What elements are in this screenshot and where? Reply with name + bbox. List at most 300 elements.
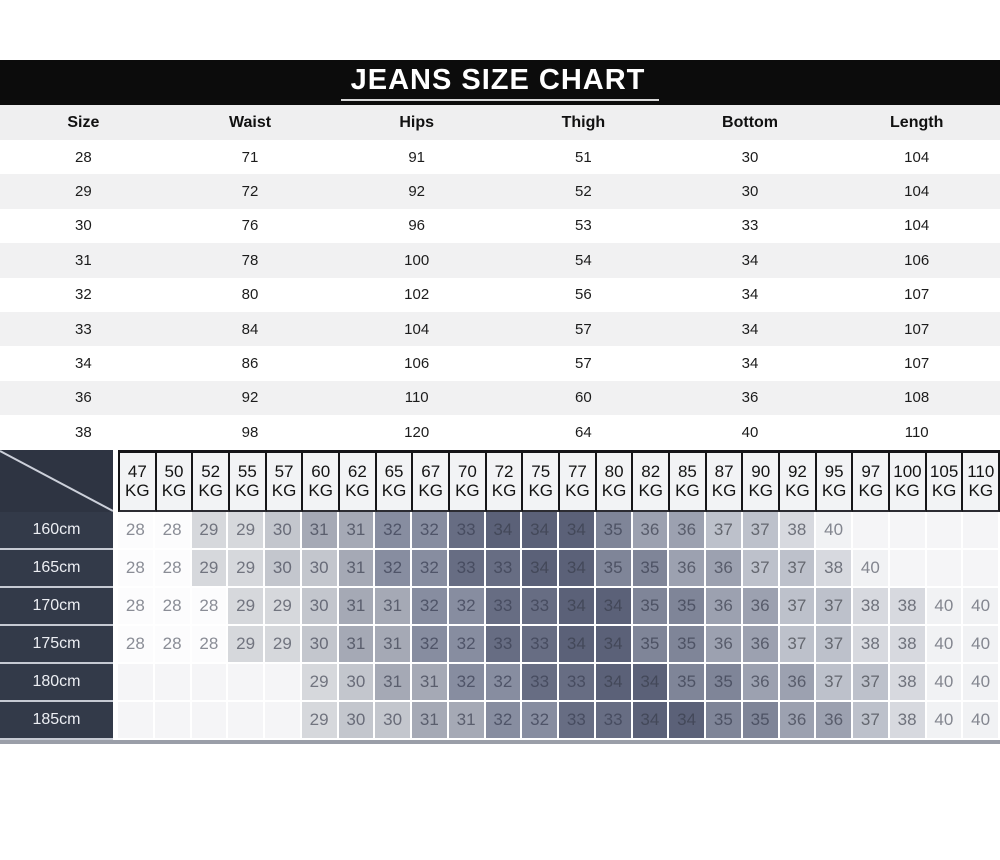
fit-size-cell: 32 xyxy=(375,512,412,550)
weight-unit: KG xyxy=(968,481,994,501)
weight-header-cell xyxy=(487,450,524,512)
weight-value: 47 xyxy=(127,461,147,481)
fit-size-cell: 36 xyxy=(780,664,817,702)
fit-size-cell: 33 xyxy=(522,664,559,702)
fit-size-cell: 40 xyxy=(963,626,1000,664)
fit-size-cell: 40 xyxy=(963,702,1000,740)
fit-size-cell: 29 xyxy=(302,664,339,702)
fit-size-cell: 28 xyxy=(118,550,155,588)
size-chart-row xyxy=(0,381,1000,415)
fit-size-cell: 31 xyxy=(375,588,412,626)
size-chart-cell: 110 xyxy=(404,389,429,407)
fit-size-cell: 34 xyxy=(559,550,596,588)
fit-size-cell: 28 xyxy=(155,626,192,664)
weight-header-cell xyxy=(523,450,560,512)
fit-size-cell xyxy=(118,664,155,702)
weight-value: 87 xyxy=(714,461,734,481)
fit-size-cell: 28 xyxy=(155,512,192,550)
fit-size-cell: 33 xyxy=(486,588,523,626)
matrix-row xyxy=(0,588,1000,626)
size-chart-cell: 106 xyxy=(904,251,930,269)
size-chart-cell: 31 xyxy=(74,251,92,269)
fit-size-cell xyxy=(155,702,192,740)
table-bottom-border xyxy=(0,740,1000,744)
fit-size-cell: 37 xyxy=(743,550,780,588)
fit-size-cell: 40 xyxy=(853,550,890,588)
size-chart-cell: 76 xyxy=(241,217,259,235)
weight-header-cell xyxy=(927,450,964,512)
weight-unit: KG xyxy=(308,481,333,501)
size-chart-cell: 53 xyxy=(575,217,592,235)
fit-size-cell: 29 xyxy=(192,550,229,588)
fit-size-cell: 35 xyxy=(706,702,743,740)
size-chart-row xyxy=(0,415,1000,449)
fit-size-cell: 35 xyxy=(669,626,706,664)
fit-size-cell: 35 xyxy=(633,550,670,588)
fit-size-cell: 28 xyxy=(155,588,192,626)
fit-size-cell: 38 xyxy=(890,588,927,626)
weight-value: 70 xyxy=(457,461,477,481)
height-label-cell: 180cm xyxy=(0,664,113,702)
weight-value: 60 xyxy=(311,461,331,481)
weight-header-cell xyxy=(670,450,707,512)
fit-size-cell: 35 xyxy=(633,588,670,626)
weight-value: 50 xyxy=(164,461,184,481)
fit-size-cell: 34 xyxy=(633,664,670,702)
fit-size-cell: 31 xyxy=(339,626,376,664)
size-chart-cell: 104 xyxy=(904,217,930,235)
fit-size-cell: 32 xyxy=(412,550,449,588)
size-chart-cell: 34 xyxy=(741,355,759,373)
size-chart-cell: 54 xyxy=(575,251,592,269)
size-chart-cell: 57 xyxy=(575,320,592,338)
fit-size-cell: 33 xyxy=(449,550,486,588)
weight-unit: KG xyxy=(931,481,957,501)
size-chart-header-cell: Bottom xyxy=(722,113,779,131)
weight-value: 80 xyxy=(604,461,624,481)
size-chart-cell: 51 xyxy=(575,148,592,166)
fit-size-cell xyxy=(155,664,192,702)
weight-unit: KG xyxy=(345,481,370,501)
size-chart-cell: 104 xyxy=(904,148,930,166)
size-chart-cell: 30 xyxy=(741,148,759,166)
size-chart-cell: 100 xyxy=(404,251,430,269)
fit-size-cell: 33 xyxy=(559,702,596,740)
weight-header-cell xyxy=(230,450,267,512)
size-chart-cell: 72 xyxy=(241,183,259,201)
weight-unit: KG xyxy=(381,481,407,501)
size-chart-header-cell: Waist xyxy=(228,113,272,131)
size-chart-cell: 64 xyxy=(575,423,592,441)
size-chart-row xyxy=(0,278,1000,312)
size-chart-cell: 71 xyxy=(241,148,259,166)
size-chart-header-row xyxy=(0,105,1000,140)
fit-size-cell: 29 xyxy=(228,588,265,626)
fit-size-cell: 37 xyxy=(816,588,853,626)
fit-size-cell: 32 xyxy=(412,626,449,664)
page-title: JEANS SIZE CHART xyxy=(341,64,660,101)
matrix-row xyxy=(0,626,1000,664)
fit-size-cell: 37 xyxy=(780,588,817,626)
weight-value: 100 xyxy=(893,461,922,481)
fit-size-cell: 34 xyxy=(669,702,706,740)
weight-unit: KG xyxy=(675,481,700,501)
weight-value: 85 xyxy=(677,461,697,481)
fit-size-cell: 33 xyxy=(449,512,486,550)
fit-size-cell: 30 xyxy=(265,550,302,588)
weight-value: 92 xyxy=(787,461,807,481)
fit-size-cell xyxy=(118,702,155,740)
weight-unit: KG xyxy=(565,481,590,501)
size-chart-cell: 29 xyxy=(74,183,92,201)
weight-value: 90 xyxy=(751,461,771,481)
title-banner xyxy=(0,60,1000,105)
fit-size-cell: 33 xyxy=(522,626,559,664)
fit-size-cell: 35 xyxy=(743,702,780,740)
size-chart-row xyxy=(0,346,1000,380)
fit-size-cell: 31 xyxy=(412,664,449,702)
size-chart-cell: 60 xyxy=(575,389,592,407)
weight-unit: KG xyxy=(821,481,847,501)
size-chart-cell: 36 xyxy=(74,389,92,407)
size-chart-header-cell: Thigh xyxy=(561,113,606,131)
matrix-row xyxy=(0,512,1000,550)
weight-header-cell xyxy=(560,450,597,512)
fit-size-cell: 36 xyxy=(743,664,780,702)
size-chart-cell: 52 xyxy=(575,183,592,201)
fit-size-cell: 34 xyxy=(559,588,596,626)
fit-size-cell: 40 xyxy=(927,588,964,626)
matrix-body xyxy=(0,512,1000,740)
fit-size-cell: 40 xyxy=(927,664,964,702)
fit-size-cell: 38 xyxy=(890,626,927,664)
fit-size-cell: 34 xyxy=(559,626,596,664)
size-chart-cell: 28 xyxy=(74,148,92,166)
weight-value: 97 xyxy=(861,461,881,481)
fit-size-cell: 29 xyxy=(265,588,302,626)
fit-size-cell: 32 xyxy=(375,550,412,588)
fit-size-cell: 31 xyxy=(339,588,376,626)
weight-unit: KG xyxy=(198,481,223,501)
size-chart-row xyxy=(0,243,1000,277)
size-chart-cell: 120 xyxy=(404,423,430,441)
weight-header-cell xyxy=(817,450,854,512)
weight-unit: KG xyxy=(748,481,774,501)
fit-size-cell: 36 xyxy=(743,626,780,664)
corner-diagonal-line-icon xyxy=(0,450,113,512)
weight-header-cell xyxy=(413,450,450,512)
fit-size-cell: 33 xyxy=(559,664,596,702)
size-chart-cell: 30 xyxy=(741,183,759,201)
fit-size-cell: 36 xyxy=(743,588,780,626)
fit-size-cell: 30 xyxy=(339,664,376,702)
size-chart-cell: 107 xyxy=(904,286,930,304)
weight-value: 95 xyxy=(824,461,844,481)
fit-size-cell xyxy=(853,512,890,550)
size-chart-cell: 38 xyxy=(74,423,92,441)
fit-size-cell: 32 xyxy=(412,512,449,550)
size-chart-cell: 86 xyxy=(241,355,259,373)
size-chart-row xyxy=(0,140,1000,174)
fit-size-cell xyxy=(963,550,1000,588)
size-chart-cell: 96 xyxy=(408,217,426,235)
fit-size-cell: 32 xyxy=(486,664,523,702)
fit-size-cell: 37 xyxy=(743,512,780,550)
corner-cell xyxy=(0,450,113,512)
size-chart-cell: 33 xyxy=(74,320,92,338)
size-chart-cell: 34 xyxy=(741,286,759,304)
weight-value: 62 xyxy=(347,461,367,481)
size-chart-cell: 32 xyxy=(74,286,92,304)
fit-size-cell: 34 xyxy=(522,550,559,588)
size-chart-cell: 34 xyxy=(74,355,92,373)
size-chart-cell: 92 xyxy=(408,183,426,201)
size-chart-row xyxy=(0,209,1000,243)
fit-size-cell: 36 xyxy=(669,550,706,588)
size-chart-cell: 30 xyxy=(74,217,92,235)
fit-size-cell: 36 xyxy=(669,512,706,550)
fit-size-cell: 38 xyxy=(853,626,890,664)
fit-size-cell: 29 xyxy=(302,702,339,740)
size-chart-header-cell: Length xyxy=(890,113,944,131)
fit-size-cell: 38 xyxy=(890,664,927,702)
size-chart-cell: 57 xyxy=(575,355,592,373)
size-chart-cell: 34 xyxy=(741,320,759,338)
fit-size-cell: 38 xyxy=(853,588,890,626)
fit-size-cell xyxy=(927,550,964,588)
weight-value: 67 xyxy=(421,461,441,481)
fit-size-cell: 34 xyxy=(633,702,670,740)
size-chart-cell: 33 xyxy=(741,217,759,235)
size-chart-cell: 104 xyxy=(904,183,930,201)
size-chart-cell: 107 xyxy=(904,320,930,338)
weight-unit: KG xyxy=(161,481,187,501)
fit-size-cell: 37 xyxy=(816,664,853,702)
weight-unit: KG xyxy=(235,481,260,501)
weight-value: 82 xyxy=(641,461,661,481)
weight-header-cell xyxy=(303,450,340,512)
size-chart-cell: 34 xyxy=(741,251,759,269)
fit-size-cell: 36 xyxy=(706,550,743,588)
size-chart-header-cell: Size xyxy=(67,113,100,131)
weight-header-cell xyxy=(633,450,670,512)
fit-size-cell: 29 xyxy=(228,550,265,588)
fit-size-cell: 36 xyxy=(706,588,743,626)
fit-size-cell xyxy=(890,512,927,550)
fit-size-cell xyxy=(265,702,302,740)
fit-size-cell: 36 xyxy=(780,702,817,740)
fit-size-cell: 37 xyxy=(853,664,890,702)
matrix-row xyxy=(0,702,1000,740)
fit-size-cell: 35 xyxy=(706,664,743,702)
fit-size-cell: 34 xyxy=(596,588,633,626)
fit-size-cell: 37 xyxy=(816,626,853,664)
fit-size-cell: 33 xyxy=(596,702,633,740)
weight-header-cell xyxy=(707,450,744,512)
fit-size-cell: 28 xyxy=(118,512,155,550)
fit-size-cell: 28 xyxy=(192,626,229,664)
size-chart-cell: 108 xyxy=(904,389,930,407)
size-chart-cell: 78 xyxy=(241,251,259,269)
fit-size-cell: 31 xyxy=(339,512,376,550)
fit-size-cell: 36 xyxy=(633,512,670,550)
fit-size-cell xyxy=(265,664,302,702)
height-label-cell: 175cm xyxy=(0,626,113,664)
weight-unit: KG xyxy=(638,481,664,501)
weight-unit: KG xyxy=(528,481,553,501)
size-chart-cell: 104 xyxy=(404,320,430,338)
fit-size-cell: 28 xyxy=(118,588,155,626)
fit-size-cell xyxy=(890,550,927,588)
matrix-row xyxy=(0,664,1000,702)
fit-size-cell: 37 xyxy=(780,550,817,588)
weight-unit: KG xyxy=(895,481,920,501)
fit-size-cell: 29 xyxy=(228,512,265,550)
fit-size-cell: 30 xyxy=(302,626,339,664)
weight-value: 55 xyxy=(237,461,257,481)
weight-header-cell xyxy=(963,450,1000,512)
matrix-row xyxy=(0,550,1000,588)
fit-size-cell: 32 xyxy=(412,588,449,626)
fit-size-cell: 40 xyxy=(927,702,964,740)
fit-size-cell xyxy=(192,702,229,740)
fit-size-cell: 38 xyxy=(890,702,927,740)
weight-header-cell xyxy=(743,450,780,512)
fit-size-cell: 28 xyxy=(192,588,229,626)
weight-header-cell xyxy=(267,450,304,512)
size-chart-row xyxy=(0,312,1000,346)
height-weight-matrix xyxy=(0,450,1000,744)
height-label-cell: 160cm xyxy=(0,512,113,550)
weight-header-cell xyxy=(193,450,230,512)
fit-size-cell: 34 xyxy=(522,512,559,550)
weight-header-cell xyxy=(853,450,890,512)
weight-value: 65 xyxy=(384,461,404,481)
fit-size-cell: 35 xyxy=(669,664,706,702)
fit-size-cell: 40 xyxy=(816,512,853,550)
size-chart-cell: 98 xyxy=(241,423,259,441)
size-chart-cell: 36 xyxy=(741,389,759,407)
fit-size-cell: 30 xyxy=(375,702,412,740)
weight-value: 52 xyxy=(201,461,221,481)
fit-size-cell: 31 xyxy=(412,702,449,740)
weight-header-cell xyxy=(780,450,817,512)
fit-size-cell: 35 xyxy=(596,512,633,550)
fit-size-cell: 31 xyxy=(449,702,486,740)
size-chart-row xyxy=(0,174,1000,208)
fit-size-cell: 30 xyxy=(339,702,376,740)
weight-value: 57 xyxy=(274,461,294,481)
fit-size-cell: 31 xyxy=(375,664,412,702)
fit-size-cell: 34 xyxy=(486,512,523,550)
weight-unit: KG xyxy=(125,481,150,501)
fit-size-cell: 28 xyxy=(118,626,155,664)
weight-unit: KG xyxy=(418,481,443,501)
fit-size-cell: 31 xyxy=(302,512,339,550)
size-chart-cell: 91 xyxy=(408,148,426,166)
fit-size-cell: 35 xyxy=(596,550,633,588)
weight-unit: KG xyxy=(711,481,737,501)
weight-unit: KG xyxy=(491,481,517,501)
fit-size-cell: 40 xyxy=(963,588,1000,626)
size-chart-cell: 84 xyxy=(241,320,259,338)
size-chart-body xyxy=(0,140,1000,450)
fit-size-cell: 29 xyxy=(192,512,229,550)
size-chart-cell: 102 xyxy=(404,286,430,304)
fit-size-cell: 31 xyxy=(339,550,376,588)
fit-size-cell: 32 xyxy=(486,702,523,740)
fit-size-cell: 37 xyxy=(706,512,743,550)
fit-size-cell: 36 xyxy=(706,626,743,664)
height-label-cell: 165cm xyxy=(0,550,113,588)
fit-size-cell: 38 xyxy=(816,550,853,588)
size-chart-cell: 56 xyxy=(575,286,592,304)
fit-size-cell: 30 xyxy=(265,512,302,550)
size-chart-cell: 40 xyxy=(741,423,759,441)
fit-size-cell: 30 xyxy=(302,550,339,588)
fit-size-cell: 37 xyxy=(780,626,817,664)
fit-size-cell: 29 xyxy=(265,626,302,664)
weight-header-cell xyxy=(597,450,634,512)
fit-size-cell: 33 xyxy=(486,626,523,664)
weight-value: 75 xyxy=(531,461,551,481)
fit-size-cell xyxy=(192,664,229,702)
weight-unit: KG xyxy=(271,481,297,501)
fit-size-cell: 32 xyxy=(449,588,486,626)
weight-unit: KG xyxy=(785,481,810,501)
fit-size-cell: 35 xyxy=(669,588,706,626)
weight-unit: KG xyxy=(858,481,884,501)
weight-value: 105 xyxy=(929,461,959,481)
weight-value: 110 xyxy=(967,461,995,481)
weight-header-cell xyxy=(450,450,487,512)
fit-size-cell: 32 xyxy=(449,664,486,702)
weight-header-cell xyxy=(118,450,157,512)
fit-size-cell: 34 xyxy=(559,512,596,550)
weight-value: 72 xyxy=(494,461,514,481)
size-chart-table xyxy=(0,105,1000,450)
fit-size-cell: 36 xyxy=(816,702,853,740)
fit-size-cell: 28 xyxy=(155,550,192,588)
fit-size-cell: 34 xyxy=(596,626,633,664)
size-chart-header-cell: Hips xyxy=(399,113,435,131)
fit-size-cell: 33 xyxy=(522,588,559,626)
size-chart-cell: 110 xyxy=(904,423,929,441)
weight-header-row xyxy=(0,450,1000,512)
weight-header-cell xyxy=(340,450,377,512)
fit-size-cell: 32 xyxy=(449,626,486,664)
fit-size-cell: 33 xyxy=(486,550,523,588)
fit-size-cell: 29 xyxy=(228,626,265,664)
weight-unit: KG xyxy=(455,481,480,501)
fit-size-cell: 40 xyxy=(963,664,1000,702)
height-label-cell: 185cm xyxy=(0,702,113,740)
fit-size-cell xyxy=(228,664,265,702)
fit-size-cell xyxy=(927,512,964,550)
size-chart-cell: 80 xyxy=(241,286,259,304)
fit-size-cell: 32 xyxy=(522,702,559,740)
fit-size-cell: 34 xyxy=(596,664,633,702)
weight-unit: KG xyxy=(601,481,627,501)
weight-value: 77 xyxy=(567,461,587,481)
weight-header-cell xyxy=(890,450,927,512)
fit-size-cell: 30 xyxy=(302,588,339,626)
fit-size-cell: 35 xyxy=(633,626,670,664)
fit-size-cell: 31 xyxy=(375,626,412,664)
fit-size-cell: 38 xyxy=(780,512,817,550)
weight-header-cell xyxy=(157,450,194,512)
fit-size-cell: 37 xyxy=(853,702,890,740)
